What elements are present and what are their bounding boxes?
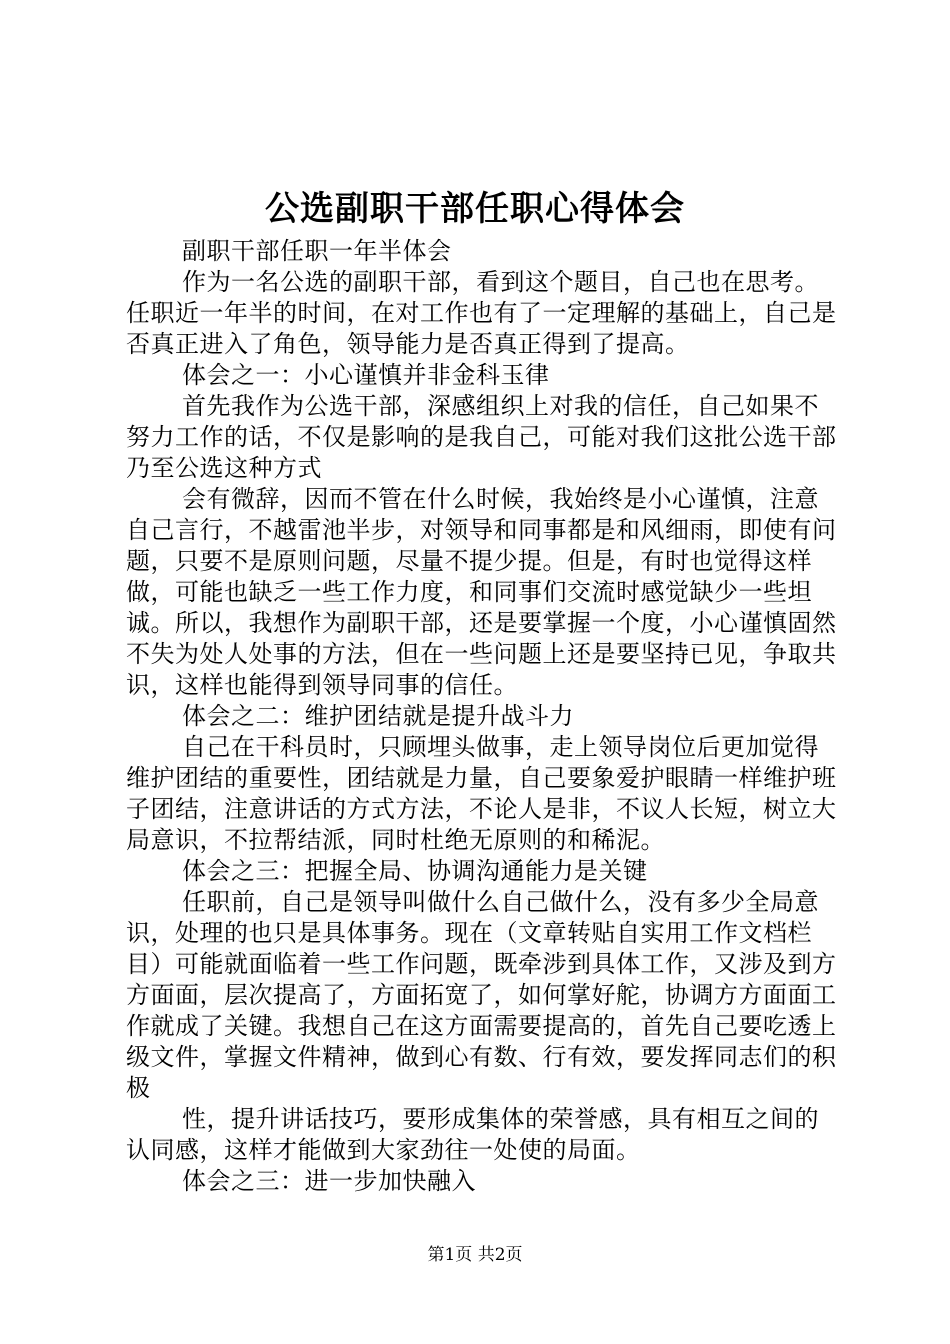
paragraph: 作为一名公选的副职干部，看到这个题目，自己也在思考。任职近一年半的时间，在对工作也有了一定理解的基础上，自己是否真正进入了角色，领导能力是否真正得到了提高。 — [126, 268, 837, 358]
paragraph: 会有微辞，因而不管在什么时候，我始终是小心谨慎，注意自己言行，不越雷池半步，对领导和同事都是和风细雨，即使有问题，只要不是原则问题，尽量不提少提。但是，有时也觉得这样做，可能也缺乏一些工作力度，和同事们交流时感觉缺少一些坦诚。所以，我想作为副职干部，还是要掌握一个度，小心谨慎固然不失为处人处事的方法，但在一些问题上还是要坚持已见，争取共识，这样也能得到领导同事的信任。 — [126, 485, 837, 699]
document-title: 公选副职干部任职心得体会 — [265, 189, 685, 229]
section-heading: 体会之二：维护团结就是提升战斗力 — [182, 702, 574, 730]
section-heading: 体会之三：把握全局、协调沟通能力是关键 — [182, 857, 648, 885]
page-number-footer: 第1页 共2页 — [427, 1245, 523, 1265]
paragraph: 自己在干科员时，只顾埋头做事，走上领导岗位后更加觉得维护团结的重要性，团结就是力量，自己要象爱护眼睛一样维护班子团结，注意讲话的方式方法，不论人是非，不议人长短，树立大局意识，不拉帮结派，同时杜绝无原则的和稀泥。 — [126, 733, 837, 854]
document-body — [126, 236, 840, 1197]
document-subtitle: 副职干部任职一年半体会 — [182, 237, 452, 265]
paragraph: 性，提升讲话技巧，要形成集体的荣誉感，具有相互之间的认同感，这样才能做到大家劲往一处使的局面。 — [126, 1105, 819, 1164]
paragraph: 任职前，自己是领导叫做什么自己做什么，没有多少全局意识，处理的也只是具体事务。现在（文章转贴自实用工作文档栏目）可能就面临着一些工作问题，既牵涉到具体工作，又涉及到方方面面，层次提高了，方面拓宽了，如何掌好舵，协调方方面面工作就成了关键。我想自己在这方面需要提高的，首先自己要吃透上级文件，掌握文件精神，做到心有数、行有效，要发挥同志们的积极 — [126, 888, 837, 1102]
section-heading: 体会之一：小心谨慎并非金科玉律 — [182, 361, 550, 389]
paragraph: 首先我作为公选干部，深感组织上对我的信任，自己如果不努力工作的话，不仅是影响的是我自己，可能对我们这批公选干部乃至公选这种方式 — [126, 392, 837, 482]
section-heading: 体会之三：进一步加快融入 — [182, 1167, 476, 1195]
